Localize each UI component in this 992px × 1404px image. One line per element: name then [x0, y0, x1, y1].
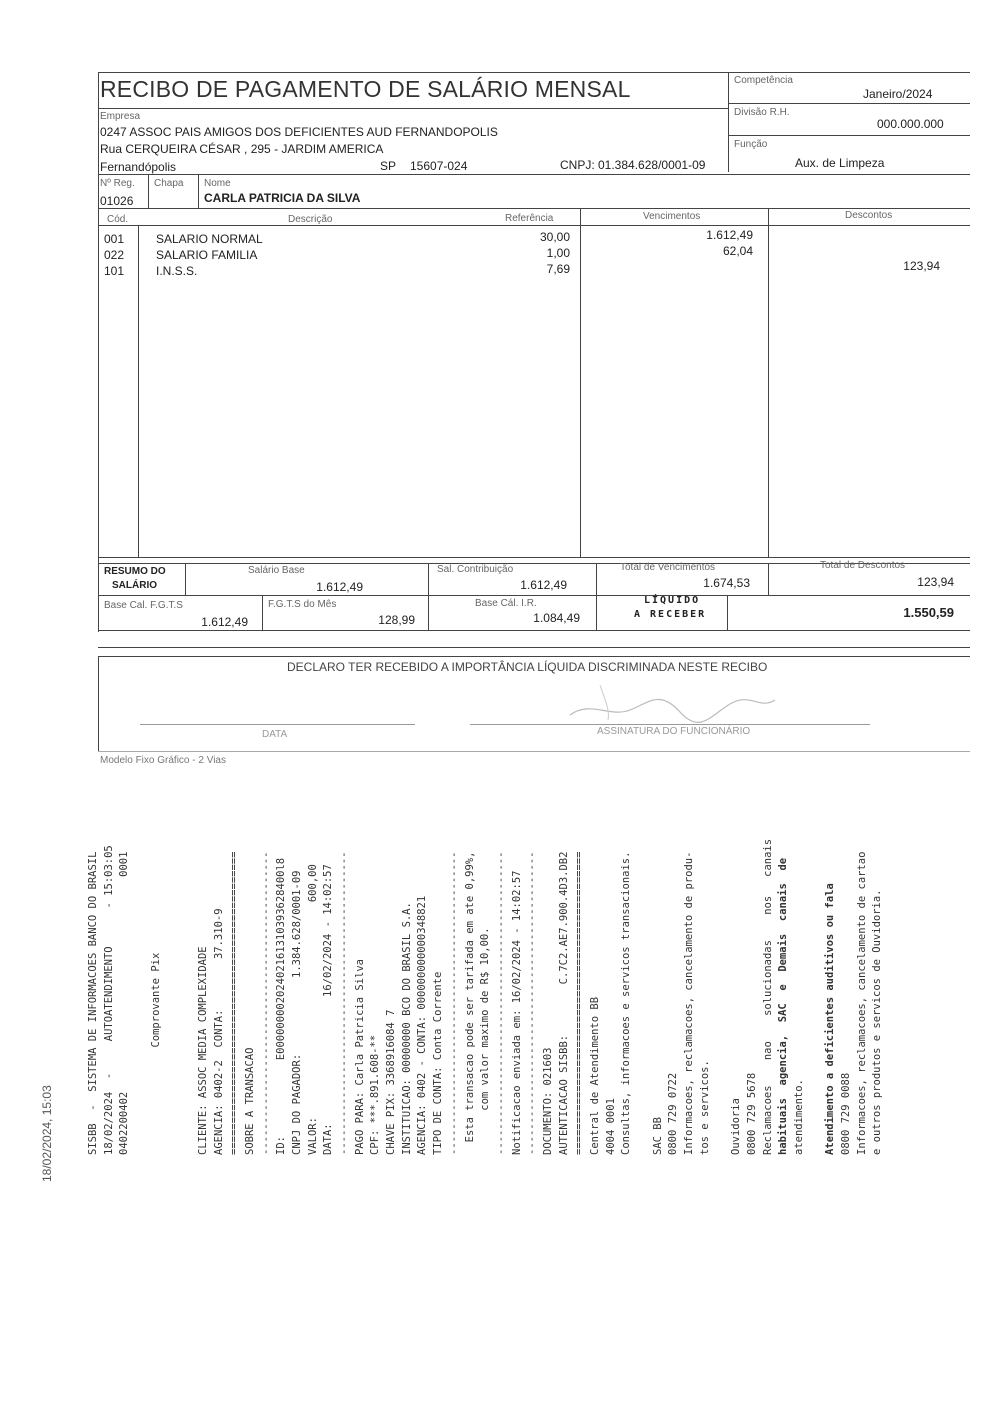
pix-line: e outros produtos e servicos de Ouvidoria.	[871, 889, 884, 1155]
pix-line: com valor maximo de R$ 10,00.	[479, 927, 492, 1155]
pix-line: 0800 729 0088	[840, 1072, 852, 1155]
pix-line: ------------------------------------------------	[338, 851, 350, 1155]
item-cod: 101	[104, 264, 125, 278]
pix-line: Esta transacao pode ser tarifada em ate 0,99%,	[463, 851, 476, 1155]
pix-line	[133, 395, 149, 1155]
declaro-text: DECLARO TER RECEBIDO A IMPORTÂNCIA LÍQUIDA DISCRIMINADA NESTE RECIBO	[287, 660, 768, 674]
pix-line: ID: E00000000202402161310393628400l8	[275, 857, 288, 1155]
resumo-label-1: RESUMO DO	[104, 566, 166, 577]
pix-line: ------------------------------------------------	[259, 851, 272, 1155]
pix-line: Informacoes, reclamacoes, cancelamento de cartao	[855, 851, 868, 1155]
pix-line: SISBB - SISTEMA DE INFORMACOES BANCO DO BRASIL	[87, 851, 99, 1155]
liquido-label-1: LÍQUIDO	[644, 595, 701, 606]
pix-line: CHAVE PIX: 3368916084 7	[385, 1009, 398, 1155]
item-venc: 1.612,49	[706, 228, 753, 242]
pix-line	[714, 395, 730, 1155]
pix-line: ================================================	[228, 851, 241, 1155]
total-venc-value: 1.674,53	[703, 576, 750, 590]
fgts-mes-label: F.G.T.S do Mês	[268, 599, 337, 610]
pix-line: tos e servicos.	[698, 1060, 711, 1155]
col-ref-label: Referência	[505, 213, 554, 224]
funcao-label: Função	[734, 139, 768, 150]
pix-line: Notificacao enviada em: 16/02/2024 - 14:02:57	[510, 870, 523, 1155]
pix-line: atendimento.	[792, 1079, 805, 1155]
pix-line: CLIENTE: ASSOC MEDIA COMPLEXIDADE	[196, 946, 209, 1155]
funcao-value: Aux. de Limpeza	[795, 156, 885, 170]
liquido-value: 1.550,59	[903, 605, 954, 620]
modelo-text: Modelo Fixo Gráfico - 2 Vias	[100, 755, 226, 766]
pix-line: SOBRE A TRANSACAO	[243, 1047, 256, 1155]
item-cod: 001	[104, 232, 125, 246]
total-desc-label: Total de Descontos	[820, 560, 906, 571]
pix-line: CPF: ***.891.608-**	[369, 1034, 382, 1155]
pix-line: Central de Atendimento BB	[589, 996, 601, 1155]
cidade-value: Fernandópolis	[100, 160, 177, 174]
pix-line: Ouvidoria	[730, 1098, 743, 1155]
pix-line: ------------------------------------------------	[447, 851, 460, 1155]
empresa-label: Empresa	[100, 111, 141, 122]
item-desc: SALARIO NORMAL	[156, 232, 263, 246]
competencia-label: Competência	[734, 75, 793, 86]
pix-line: VALOR: 600,00	[306, 864, 319, 1155]
total-venc-label: Total de Vencimentos	[620, 562, 716, 573]
salario-base-value: 1.612,49	[316, 580, 363, 594]
chapa-label: Chapa	[154, 178, 184, 189]
print-timestamp: 18/02/2024, 15:03	[40, 1085, 54, 1182]
sal-contrib-label: Sal. Contribuição	[437, 564, 514, 575]
col-desc-label: Descrição	[288, 214, 333, 225]
pix-line: 0800 729 0722	[667, 1072, 680, 1155]
total-desc-value: 123,94	[917, 575, 954, 589]
endereco-value: Rua CERQUEIRA CÉSAR , 295 - JARDIM AMERICA	[100, 142, 384, 156]
pix-line: TIPO DE CONTA: Conta Corrente	[432, 971, 445, 1155]
base-fgts-label: Base Cal. F.G.T.S	[104, 600, 183, 611]
pix-line: 0402200402 0001	[118, 851, 131, 1155]
pix-line: AGENCIA: 0402 - CONTA: 000000000000348821	[416, 895, 429, 1155]
divisao-value: 000.000.000	[877, 117, 944, 131]
liquido-label-2: A RECEBER	[634, 609, 707, 620]
nreg-value: 01026	[100, 194, 134, 208]
item-ref: 1,00	[546, 246, 570, 260]
nome-label: Nome	[204, 178, 231, 189]
item-venc: 62,04	[722, 244, 753, 258]
pix-line: AGENCIA: 0402-2 CONTA: 37.310-9	[212, 908, 225, 1155]
pix-line: habituais agencia, SAC e Demais canais de	[777, 857, 790, 1155]
cnpj-value: CNPJ: 01.384.628/0001-09	[560, 158, 706, 172]
col-cod-label: Cód.	[107, 214, 129, 225]
empresa-value: 0247 ASSOC PAIS AMIGOS DOS DEFICIENTES AUD FERNANDOPOLIS	[100, 125, 498, 139]
competencia-value: Janeiro/2024	[863, 87, 933, 101]
item-cod: 022	[104, 248, 125, 262]
sal-contrib-value: 1.612,49	[520, 578, 567, 592]
fgts-mes-value: 128,99	[378, 613, 415, 627]
item-descontos: 123,94	[903, 259, 940, 273]
pix-line: DATA: 16/02/2024 - 14:02:57	[322, 864, 335, 1155]
pix-line: ================================================	[573, 851, 586, 1155]
pix-line	[808, 395, 824, 1155]
cep-value: 15607-024	[410, 159, 468, 173]
pix-line: SAC BB	[651, 1117, 664, 1155]
base-ir-value: 1.084,49	[533, 611, 580, 625]
pix-line: ------------------------------------------------	[494, 851, 507, 1155]
pix-line: PAGO PARA: Carla Patricia Silva	[353, 959, 366, 1155]
pix-line: DOCUMENTO: 021603	[541, 1047, 554, 1155]
item-ref: 7,69	[546, 262, 570, 276]
data-label: DATA	[262, 729, 288, 740]
pix-line	[164, 395, 180, 1155]
pix-line: Atendimento a deficientes auditivos ou fala	[824, 883, 837, 1155]
pix-line: 4004 0001	[604, 1098, 617, 1155]
item-ref: 30,00	[539, 230, 570, 244]
pix-line: 18/02/2024 - AUTOATENDIMENTO - 15:03:05	[102, 845, 115, 1155]
pix-line: AUTENTICACAO SISBB: C.7C2.AE7.900.4D3.DB2	[557, 851, 570, 1155]
base-ir-label: Base Cál. I.R.	[475, 598, 537, 609]
nreg-label: Nº Reg.	[100, 178, 135, 189]
pix-line: INSTITUICAO: 00000000 BCO DO BRASIL S.A.	[400, 902, 413, 1155]
pix-line: CNPJ DO PAGADOR: 1.384.628/0001-09	[290, 870, 303, 1155]
pix-line: Comprovante Pix	[149, 952, 162, 1155]
base-fgts-value: 1.612,49	[201, 615, 248, 629]
pix-line: Reclamacoes nao solucionadas nos canais	[761, 838, 774, 1155]
divisao-label: Divisão R.H.	[734, 107, 790, 118]
pix-line: Consultas, informacoes e servicos transacionais.	[620, 851, 633, 1155]
col-descontos-label: Descontos	[845, 210, 893, 221]
col-venc-label: Vencimentos	[643, 211, 701, 222]
nome-value: CARLA PATRICIA DA SILVA	[204, 191, 361, 205]
pix-line	[180, 395, 196, 1155]
pix-line	[635, 395, 651, 1155]
resumo-label-2: SALÁRIO	[112, 580, 157, 591]
uf-value: SP	[380, 159, 397, 173]
salario-base-label: Salário Base	[248, 565, 305, 576]
pix-line: Informacoes, reclamacoes, cancelamento de produ-	[683, 851, 696, 1155]
pix-line: ------------------------------------------------	[526, 851, 539, 1155]
item-desc: SALARIO FAMILIA	[156, 248, 258, 262]
item-desc: I.N.S.S.	[156, 264, 198, 278]
assinatura-label: ASSINATURA DO FUNCIONÁRIO	[597, 726, 751, 737]
receipt-title: RECIBO DE PAGAMENTO DE SALÁRIO MENSAL	[100, 76, 631, 102]
pix-line: 0800 729 5678	[745, 1072, 758, 1155]
